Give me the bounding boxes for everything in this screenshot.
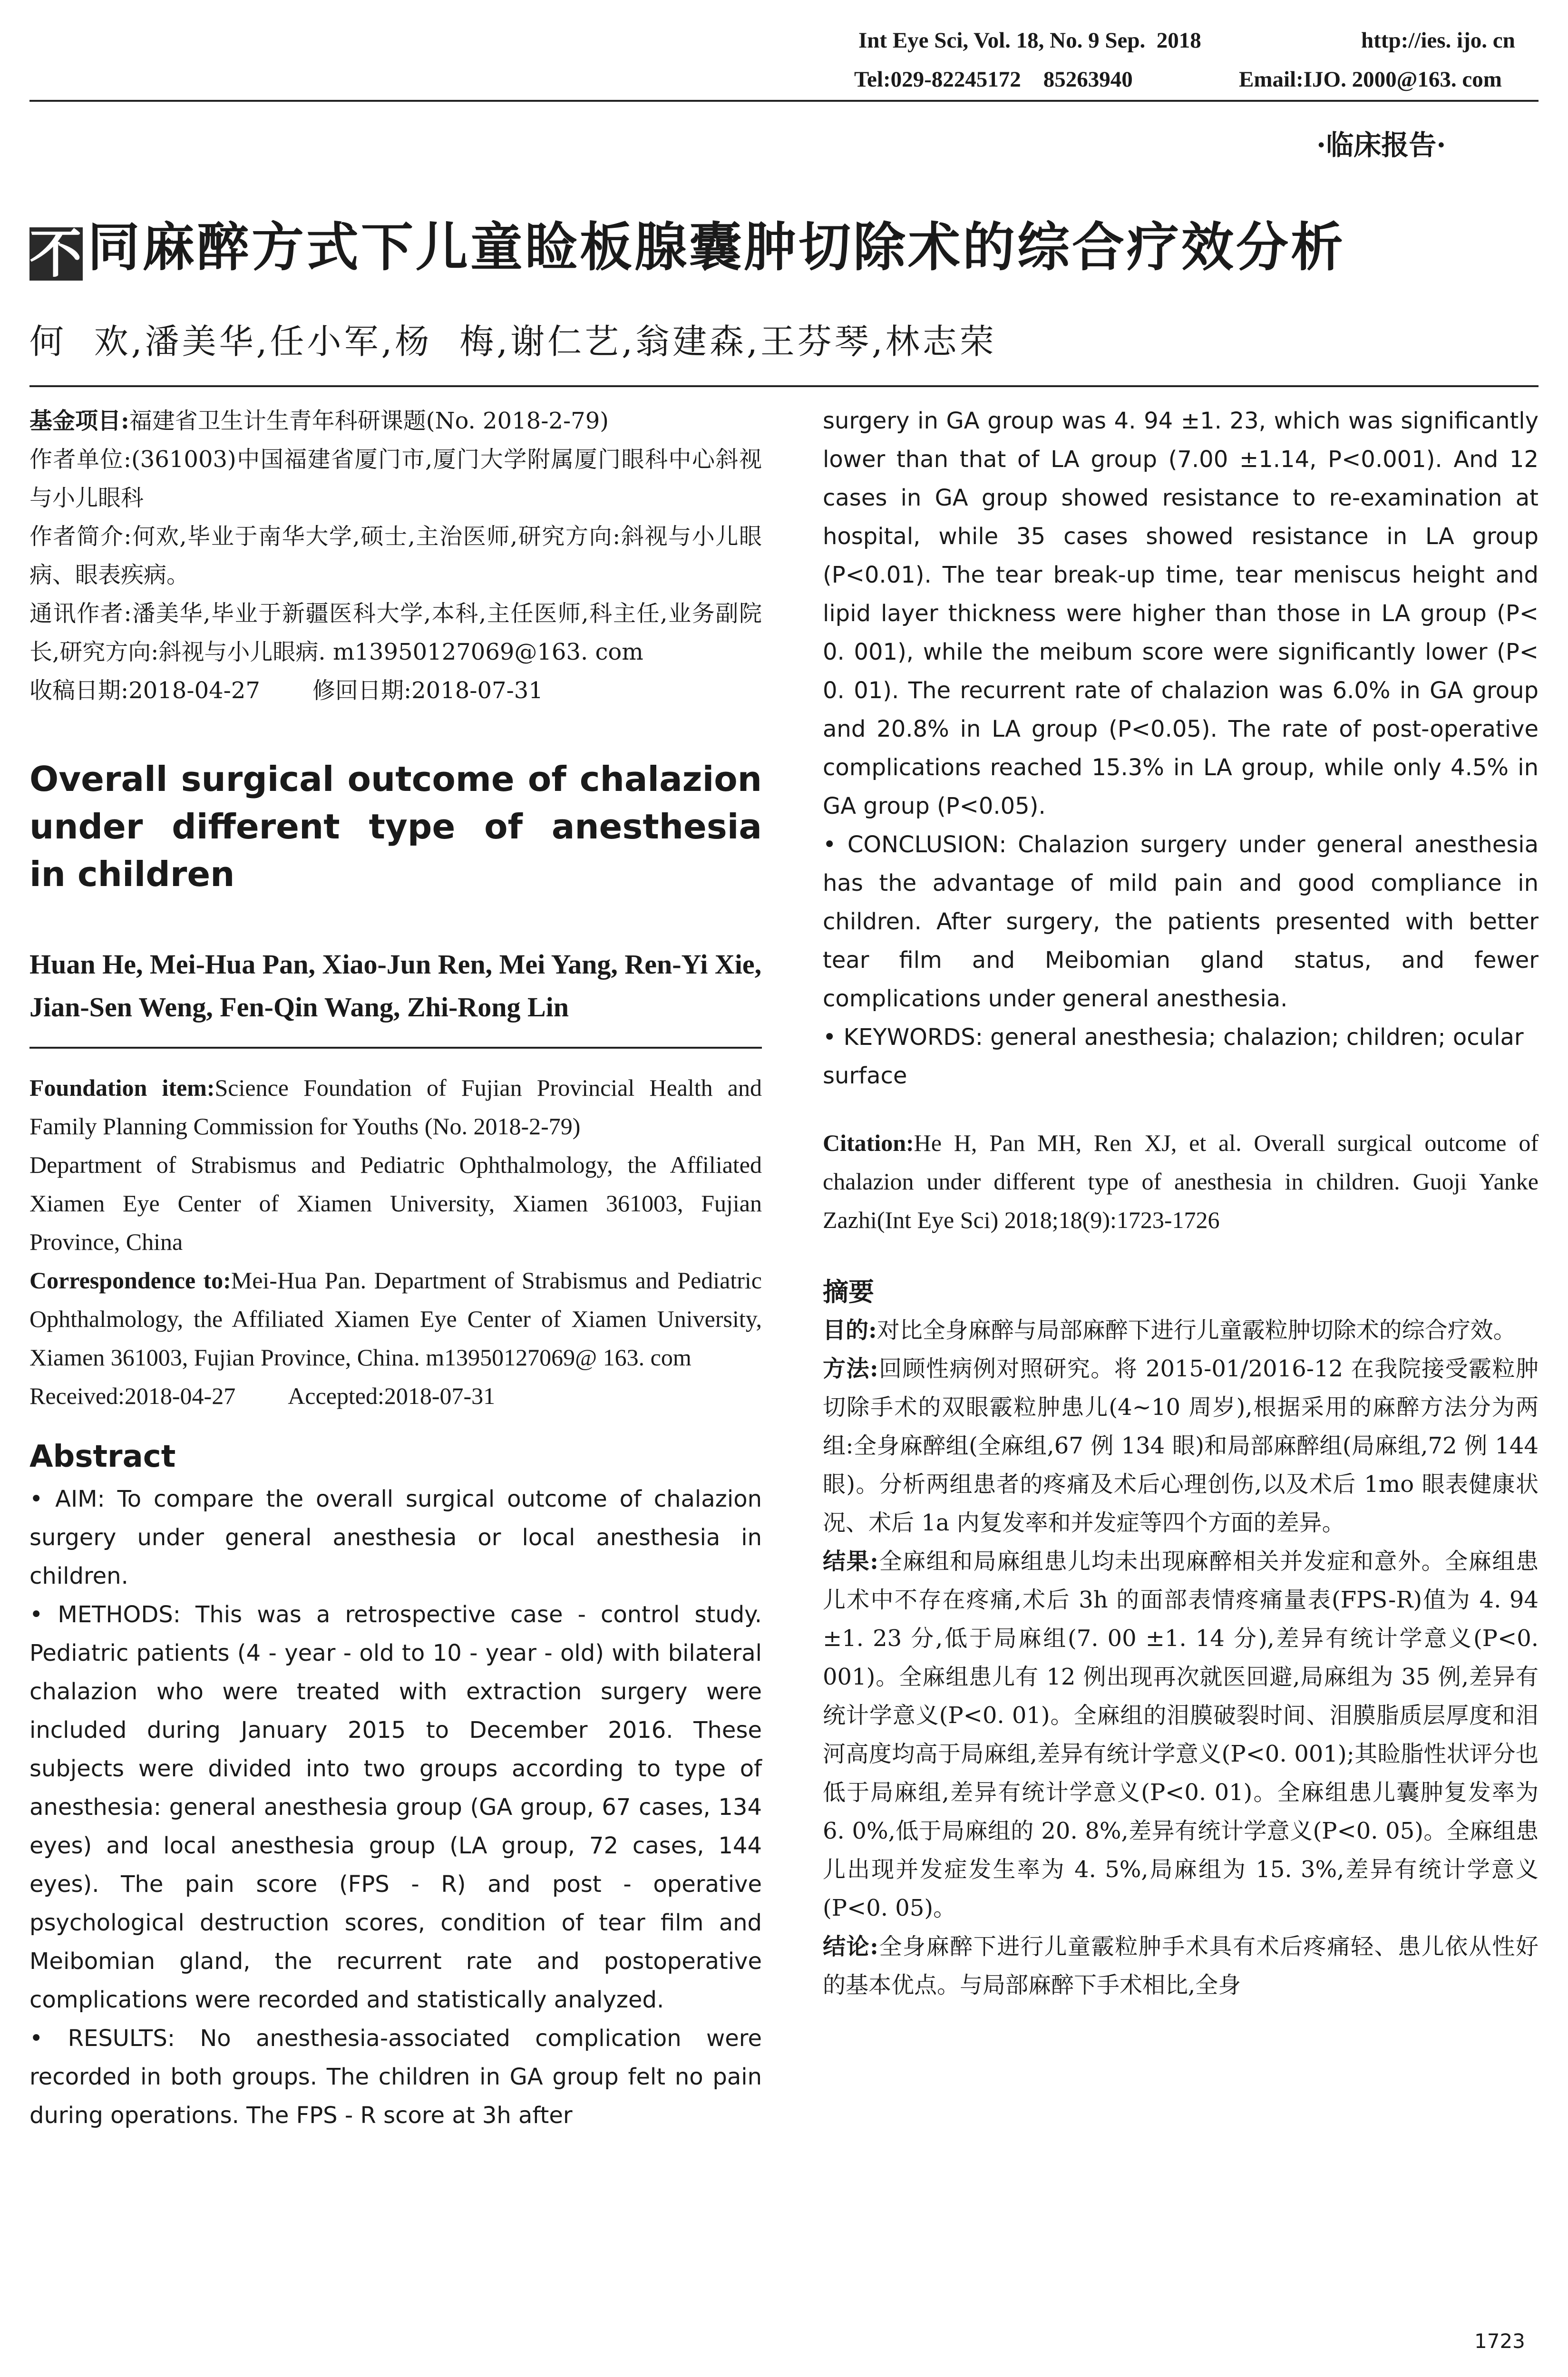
journal-citation-line: Int Eye Sci, Vol. 18, No. 9 Sep. 2018 [858,28,1201,53]
journal-phone: Tel:029-82245172 85263940 [854,67,1133,92]
title-dropcap: 不 [29,224,84,284]
journal-url[interactable]: http://ies. ijo. cn [1361,28,1515,53]
abstract-keywords: • KEYWORDS: general anesthesia; chalazion; children; ocular surface [823,1024,1524,1089]
abstract-conclusion: • CONCLUSION: Chalazion surgery under general anesthesia has the advantage of mild pain and good compliance in children. After surgery, the patients presented with better tear film and Meibomian gland status, and fewer complications under general anesthesia. [823,831,1539,1012]
chinese-abstract-heading: 摘要 [823,1276,874,1307]
abstract-heading: Abstract [29,1439,176,1474]
department: Department of Strabismus and Pediatric Ophthalmology, the Affiliated Xiamen Eye Center of Xiamen University, Xiamen 361003, Fujian Province, China [29,1151,762,1255]
bio-line: 作者简介:何欢,毕业于南华大学,硕士,主治医师,研究方向:斜视与小儿眼病、眼表疾病。 [29,523,762,588]
section-tag: ·临床报告· [1316,129,1446,161]
citation: Citation:He H, Pan MH, Ren XJ, et al. Overall surgical outcome of chalazion under different type of anesthesia in children. Guoji Yanke Zazhi(Int Eye Sci) 2018;18(9):1723-1726 [823,1130,1539,1233]
abstract-results-part2: surgery in GA group was 4. 94 ±1. 23, which was significantly lower than that of LA group (7.00 ±1.14, P<0.001). And 12 cases in GA group showed resistance to re-examination at hospital, while 35 cases showed resistance in LA group (P<0.01). The tear break-up time, tear meniscus height and lipid layer thickness were higher than those in LA group (P< 0. 001), while the meibum score were significantly lower (P< 0. 01). The recurrent rate of chalazion was 6.0% in GA group and 20.8% in LA group (P<0.05). The rate of post-operative complications reached 15.3% in LA group, while only 4.5% in GA group (P<0.05). [823,408,1539,819]
received-accepted: Received:2018-04-27 Accepted:2018-07-31 [29,1383,496,1409]
unit-line: 作者单位:(361003)中国福建省厦门市,厦门大学附属厦门眼科中心斜视与小儿眼科 [29,446,762,511]
fund-line: 基金项目:福建省卫生计生青年科研课题(No. 2018-2-79) [29,408,609,434]
page-number: 1723 [1474,2329,1525,2353]
right-column [823,402,1539,2005]
cn-methods: 方法:回顾性病例对照研究。将 2015-01/2016-12 在我院接受霰粒肿切除手术的双眼霰粒肿患儿(4~10 周岁),根据采用的麻醉方法分为两组:全身麻醉组(全麻组,67 例 134 眼)和局部麻醉组(局麻组,72 例 144 眼)。分析两组患者的疼痛及术后心理创伤,以及术后 1mo 眼表健康状况、术后 1a 内复发率和并发症等四个方面的差异。 [823,1355,1539,1536]
cn-aim: 目的:对比全身麻醉与局部麻醉下进行儿童霰粒肿切除术的综合疗效。 [823,1317,1516,1344]
foundation-item: Foundation item:Science Foundation of Fujian Provincial Health and Family Planning Commission for Youths (No. 2018-2-79) [29,1074,762,1140]
english-title-line-3: in children [29,854,235,894]
cn-conclusion: 结论:全身麻醉下进行儿童霰粒肿手术具有术后疼痛轻、患儿依从性好的基本优点。与局部麻醉下手术相比,全身 [823,1933,1539,1998]
authors-rule [29,385,1539,387]
english-title-line-1: Overall surgical outcome of chalazion [29,759,762,799]
abstract-results-part1: • RESULTS: No anesthesia-associated complication were recorded in both groups. The children in GA group felt no pain during operations. The FPS - R score at 3h after [29,2025,762,2129]
title-text: 同麻醉方式下儿童睑板腺囊肿切除术的综合疗效分析 [88,217,1345,278]
english-authors: Huan He, Mei-Hua Pan, Xiao-Jun Ren, Mei Yang, Ren-Yi Xie, Jian-Sen Weng, Fen-Qin Wang, Zhi-Rong Lin [29,949,762,1023]
authors-chinese: 何 欢,潘美华,任小军,杨 梅,谢仁艺,翁建森,王芬琴,林志荣 [29,321,997,361]
cn-results: 结果:全麻组和局麻组患儿均未出现麻醉相关并发症和意外。全麻组患儿术中不存在疼痛,术后 3h 的面部表情疼痛量表(FPS-R)值为 4. 94 ±1. 23 分,低于局麻组(7. 00 ±1. 14 分),差异有统计学意义(P<0. 001)。全麻组患儿有 12 例出现再次就医回避,局麻组为 35 例,差异有统计学意义(P<0. 01)。全麻组的泪膜破裂时间、泪膜脂质层厚度和泪河高度均高于局麻组,差异有统计学意义(P<0. 001);其睑脂性状评分也低于局麻组,差异有统计学意义(P<0. 01)。全麻组患儿囊肿复发率为 6. 0%,低于局麻组的 20. 8%,差异有统计学意义(P<0. 05)。全麻组患儿出现并发症发生率为 4. 5%,局麻组为 15. 3%,差异有统计学意义(P<0. 05)。 [823,1548,1539,1921]
english-title-line-2: under different type of anesthesia [29,807,762,847]
journal-email[interactable]: Email:IJO. 2000@163. com [1239,67,1502,92]
left-column [29,402,762,2135]
abstract-aim: • AIM: To compare the overall surgical outcome of chalazion surgery under general anesthesia or local anesthesia in children. [29,1486,762,1589]
dates-line: 收稿日期:2018-04-27 修回日期:2018-07-31 [29,677,543,704]
header-rule [29,100,1539,102]
correspondence: Correspondence to:Mei-Hua Pan. Department of Strabismus and Pediatric Ophthalmology, the Affiliated Xiamen Eye Center of Xiamen University, Xiamen 361003, Fujian Province, China. m13950127069@ 163. com [29,1267,762,1371]
page-title [29,205,1345,284]
abstract-methods: • METHODS: This was a retrospective case - control study. Pediatric patients (4 - year - old to 10 - year - old) with bilateral chalazion who were treated with extraction surgery were included during January 2015 to December 2016. These subjects were divided into two groups according to type of anesthesia: general anesthesia group (GA group, 67 cases, 134 eyes) and local anesthesia group (LA group, 72 cases, 144 eyes). The pain score (FPS - R) and post - operative psychological destruction scores, condition of tear film and Meibomian gland, the recurrent rate and postoperative complications were recorded and statistically analyzed. [29,1601,762,2013]
corr-line: 通讯作者:潘美华,毕业于新疆医科大学,本科,主任医师,科主任,业务副院长,研究方向:斜视与小儿眼病. m13950127069@163. com [29,600,762,665]
